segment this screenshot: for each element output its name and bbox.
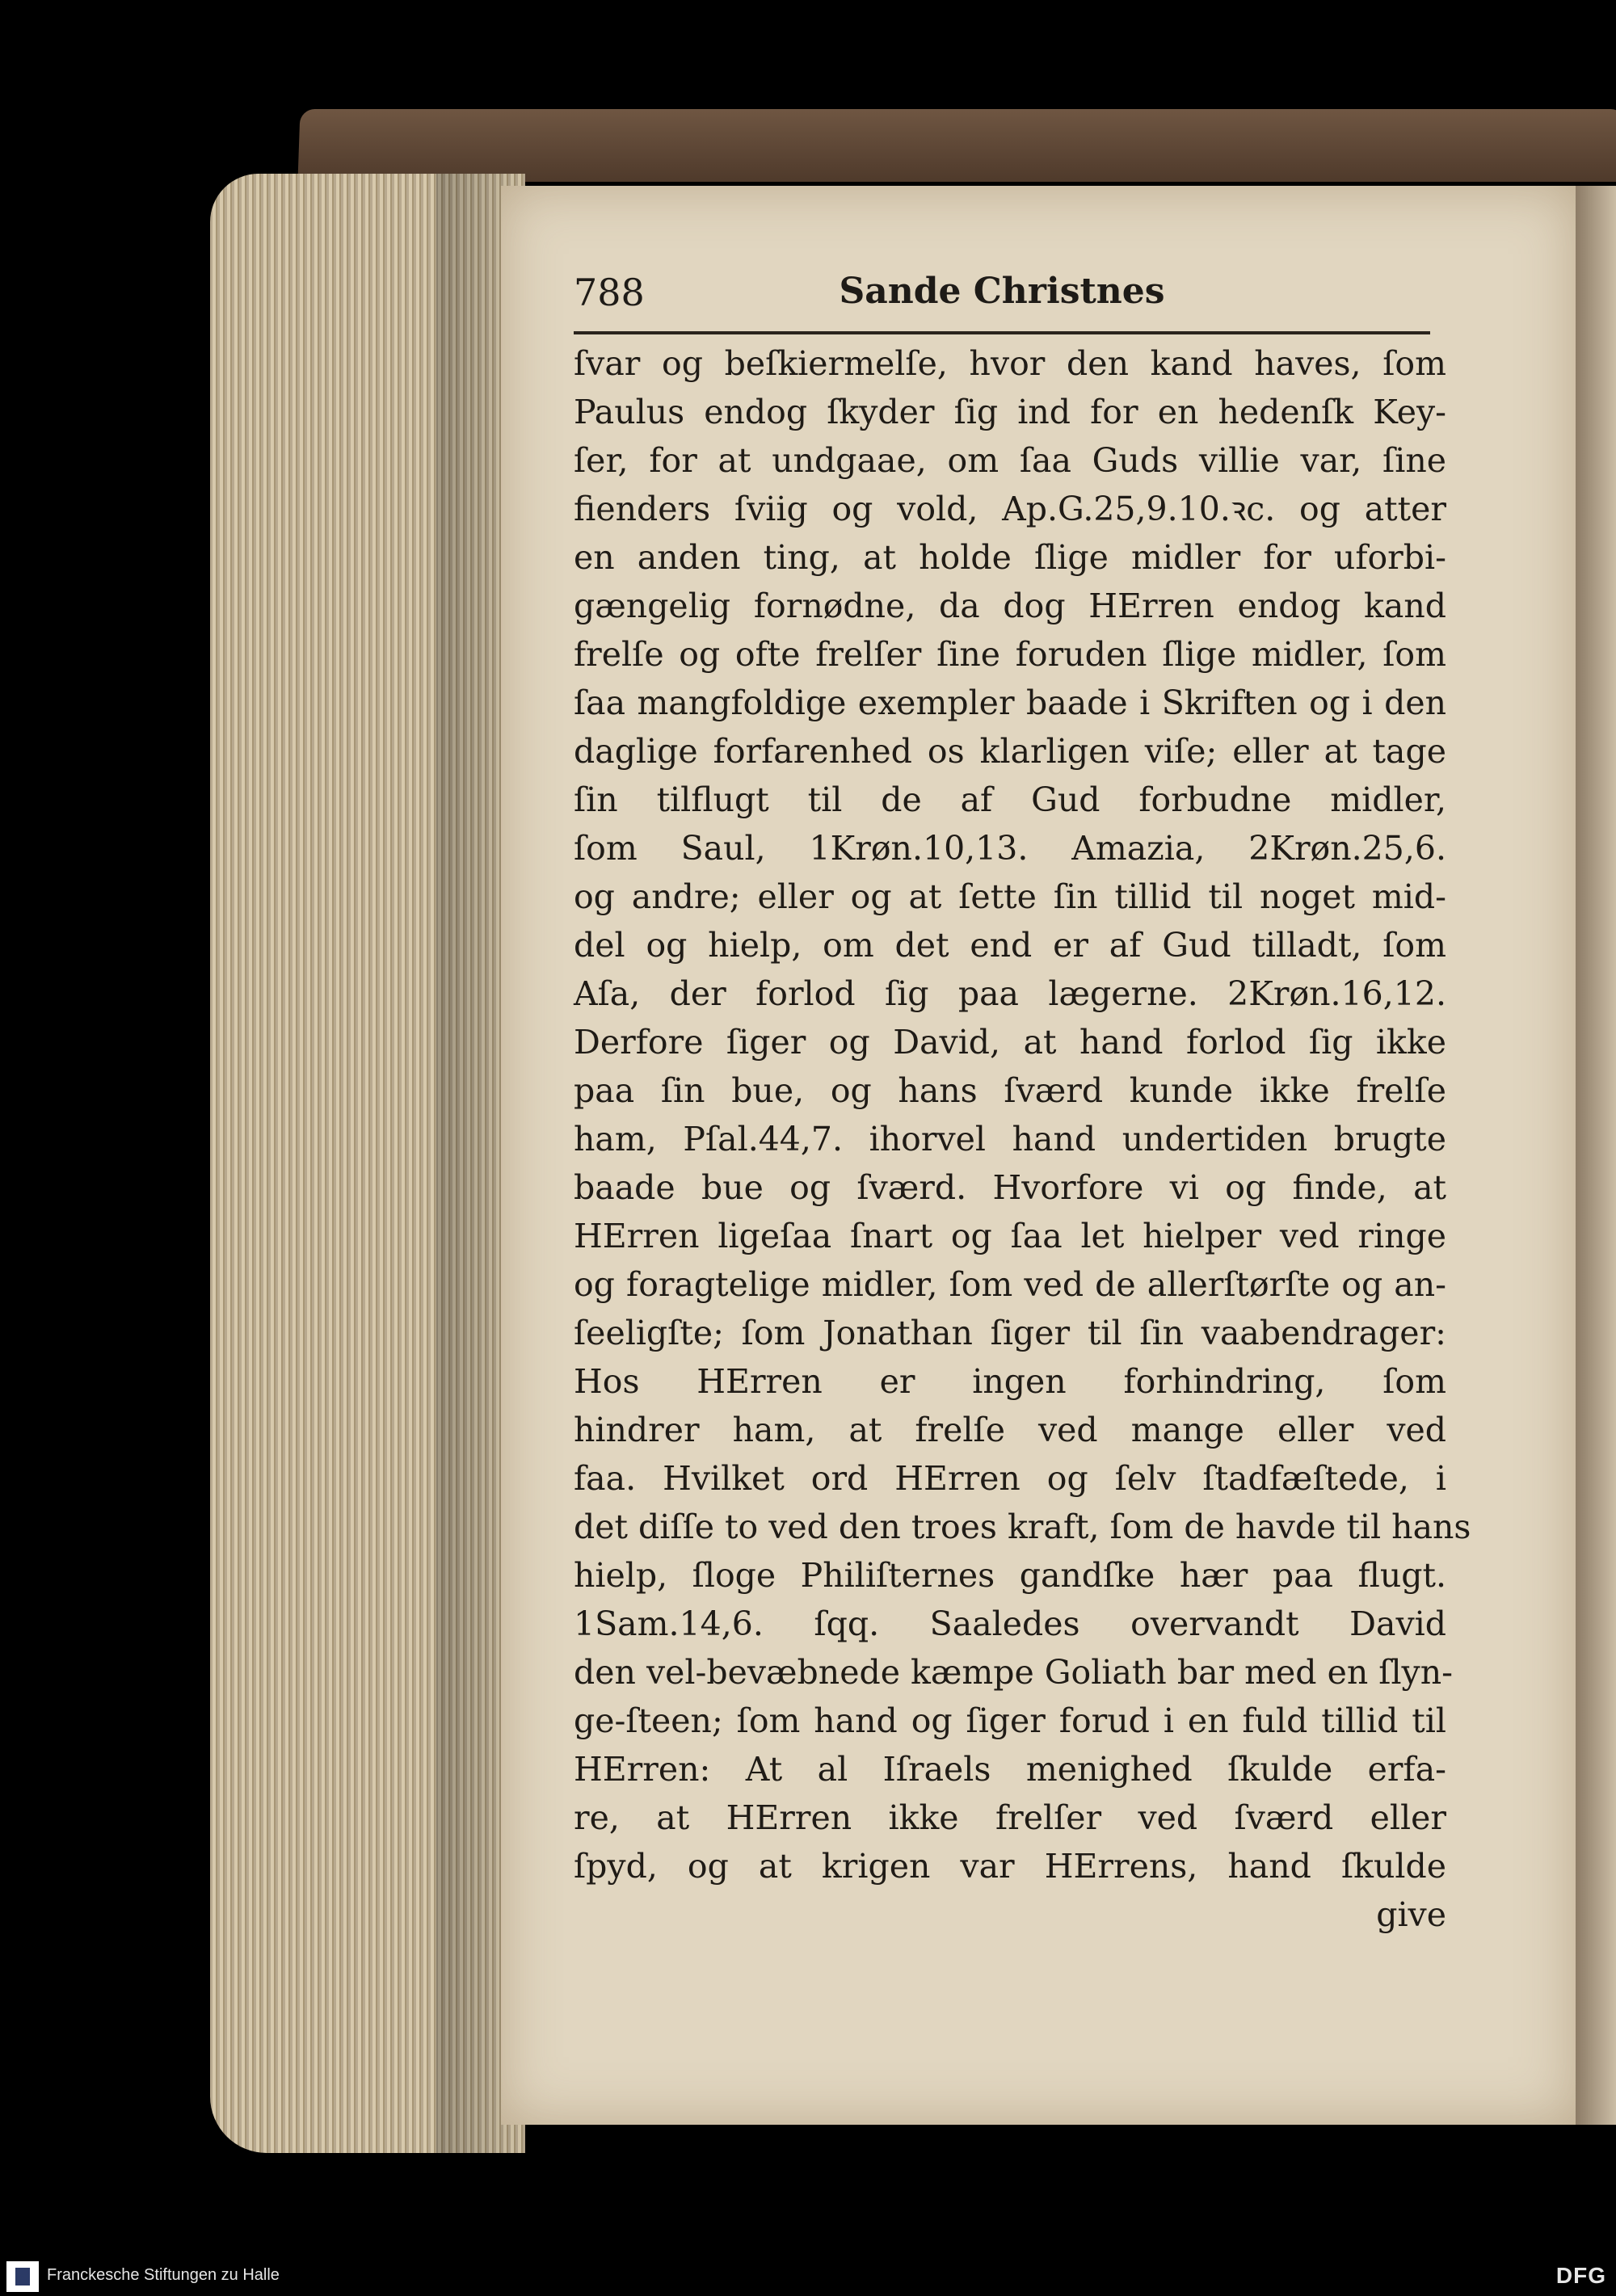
text-line: Paulus endog ſkyder ſig ind for en hedenſk Key- xyxy=(574,393,1446,431)
text-line: det diſſe to ved den troes kraft, ſom de havde til hans xyxy=(574,1508,1471,1546)
dfg-logo: DFG xyxy=(1555,2263,1606,2288)
text-line: baade bue og ſværd. Hvorfore vi og finde, at xyxy=(574,1168,1446,1207)
text-line: Derfore ſiger og David, at hand forlod ſig ikke xyxy=(574,1023,1446,1062)
text-line: fienders ſviig og vold, Ap.G.25,9.10.ꝛc. og atter xyxy=(574,490,1446,528)
text-line: Aſa, der forlod ſig paa lægerne. 2Krøn.16,12. xyxy=(574,974,1446,1013)
text-line: HErren ligeſaa ſnart og ſaa let hielper ved ringe xyxy=(574,1217,1446,1255)
text-line: 1Sam.14,6. ſqq. Saaledes overvandt David xyxy=(574,1604,1446,1643)
text-line: HErren: At al Iſraels menighed ſkulde erfa- xyxy=(574,1750,1446,1789)
text-line: den vel-bevæbnede kæmpe Goliath bar med en ſlyn- xyxy=(574,1653,1453,1692)
running-title: Sande Christnes xyxy=(839,271,1165,312)
text-line: Hos HErren er ingen forhindring, ſom xyxy=(574,1362,1446,1401)
body-text xyxy=(574,339,1471,1939)
book-page xyxy=(501,186,1576,2125)
text-line: daglige forfarenhed os klarligen viſe; eller at tage xyxy=(574,732,1446,771)
text-line: ſaa mangfoldige exempler baade i Skriften og i den xyxy=(574,683,1446,722)
book xyxy=(210,109,1616,2153)
book-spine-top xyxy=(297,109,1616,182)
text-line: ſer, for at undgaae, om ſaa Guds villie var, ſine xyxy=(574,441,1446,480)
text-line: hindrer ham, at frelſe ved mange eller ved xyxy=(574,1411,1446,1449)
facing-page-edge xyxy=(1576,186,1616,2125)
text-line: og foragtelige midler, ſom ved de allerſtørſte og an- xyxy=(574,1265,1446,1304)
footer-bar xyxy=(0,2258,1616,2296)
text-line: ham, Pſal.44,7. ihorvel hand undertiden brugte xyxy=(574,1120,1446,1159)
text-line: ge-ſteen; ſom hand og ſiger forud i en fuld tillid til xyxy=(574,1701,1446,1740)
text-line: frelſe og ofte frelſer ſine foruden ſlige midler, ſom xyxy=(574,635,1446,674)
page-header xyxy=(574,271,1430,327)
text-line: ſin tilflugt til de af Gud forbudne midler, xyxy=(574,780,1446,819)
text-line: ſvar og beſkiermelſe, hvor den kand haves, ſom xyxy=(574,344,1446,383)
institution-logo-icon xyxy=(6,2261,39,2292)
text-line: gængelig fornødne, da dog HErren endog kand xyxy=(574,587,1446,625)
text-line: paa ſin bue, og hans ſværd kunde ikke frelſe xyxy=(574,1071,1446,1110)
text-line: hielp, ſloge Philiſternes gandſke hær paa flugt. xyxy=(574,1556,1446,1595)
institution-name: Franckesche Stiftungen zu Halle xyxy=(47,2266,280,2284)
text-line: ſom Saul, 1Krøn.10,13. Amazia, 2Krøn.25,6. xyxy=(574,829,1446,868)
text-line: ſeeligſte; ſom Jonathan ſiger til ſin vaabendrager: xyxy=(574,1314,1446,1352)
text-line: del og hielp, om det end er af Gud tilladt, ſom xyxy=(574,926,1446,965)
catchword: give xyxy=(1376,1895,1446,1934)
text-line: en anden ting, at holde ſlige midler for uforbi- xyxy=(574,538,1446,577)
text-line: faa. Hvilket ord HErren og ſelv ſtadfæſtede, i xyxy=(574,1459,1446,1498)
header-rule xyxy=(574,331,1430,334)
text-line: re, at HErren ikke frelſer ved ſværd eller xyxy=(574,1798,1446,1837)
text-line: ſpyd, og at krigen var HErrens, hand ſkulde xyxy=(574,1847,1446,1886)
page-number: 788 xyxy=(574,271,645,314)
text-line: og andre; eller og at ſette ſin tillid til noget mid- xyxy=(574,877,1446,916)
